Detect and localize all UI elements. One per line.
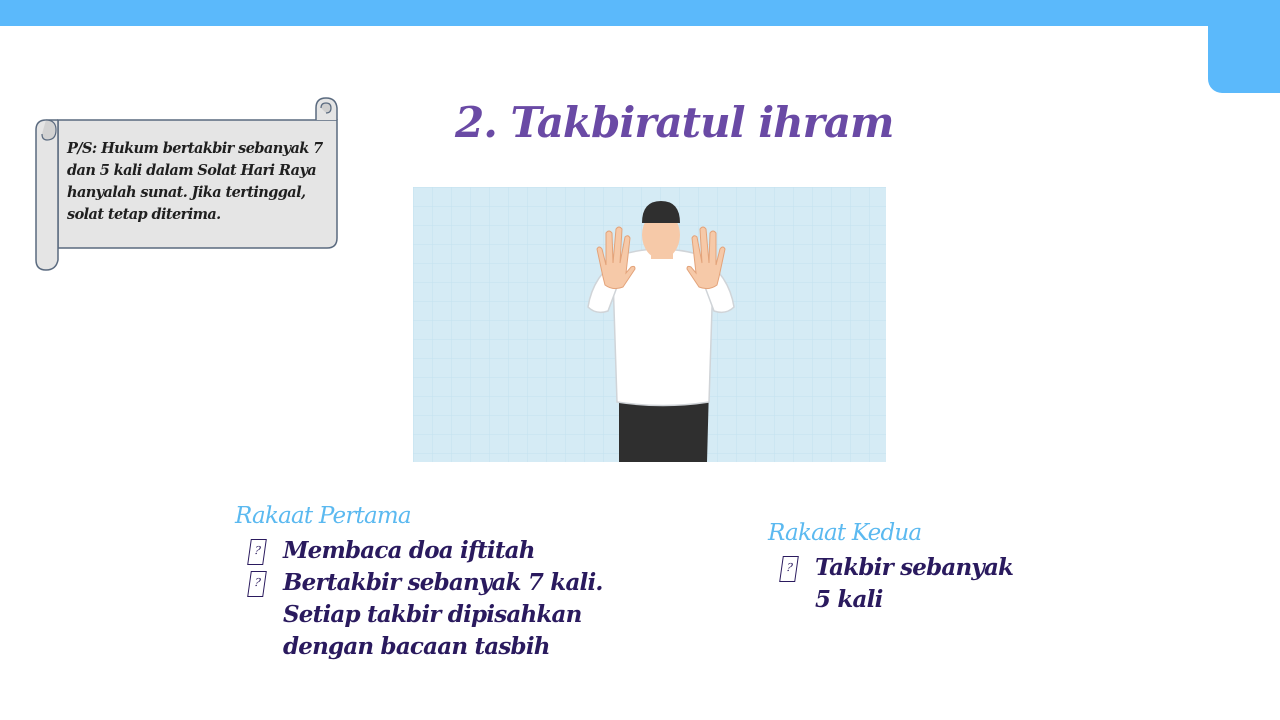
list-item [249,567,649,663]
list-item-text: Bertakbir sebanyak 7 kali. Setiap takbir dipisahkan dengan bacaan tasbih [283,569,603,660]
list-item [781,552,1031,616]
bullet-icon: ? [779,556,799,582]
slide-title: 2. Takbiratul ihram [455,98,894,147]
note-text: P/S: Hukum bertakbir sebanyak 7 dan 5 kali dalam Solat Hari Raya hanyalah sunat. Jika tertinggal, solat tetap diterima. [67,140,323,223]
note-scroll [34,96,342,274]
rakaat-kedua-list [781,552,1031,616]
list-item-text: Membaca doa iftitah [283,537,535,564]
top-accent-bar [0,0,1280,26]
rakaat-pertama-heading: Rakaat Pertama [235,503,411,529]
rakaat-pertama-list [249,535,649,663]
bullet-icon: ? [247,539,267,565]
list-item [249,535,649,567]
bullet-icon: ? [247,571,267,597]
corner-accent-tab [1208,0,1280,93]
takbiratul-ihram-illustration [413,187,886,462]
list-item-text: Takbir sebanyak 5 kali [815,554,1014,613]
rakaat-kedua-heading: Rakaat Kedua [768,520,922,546]
